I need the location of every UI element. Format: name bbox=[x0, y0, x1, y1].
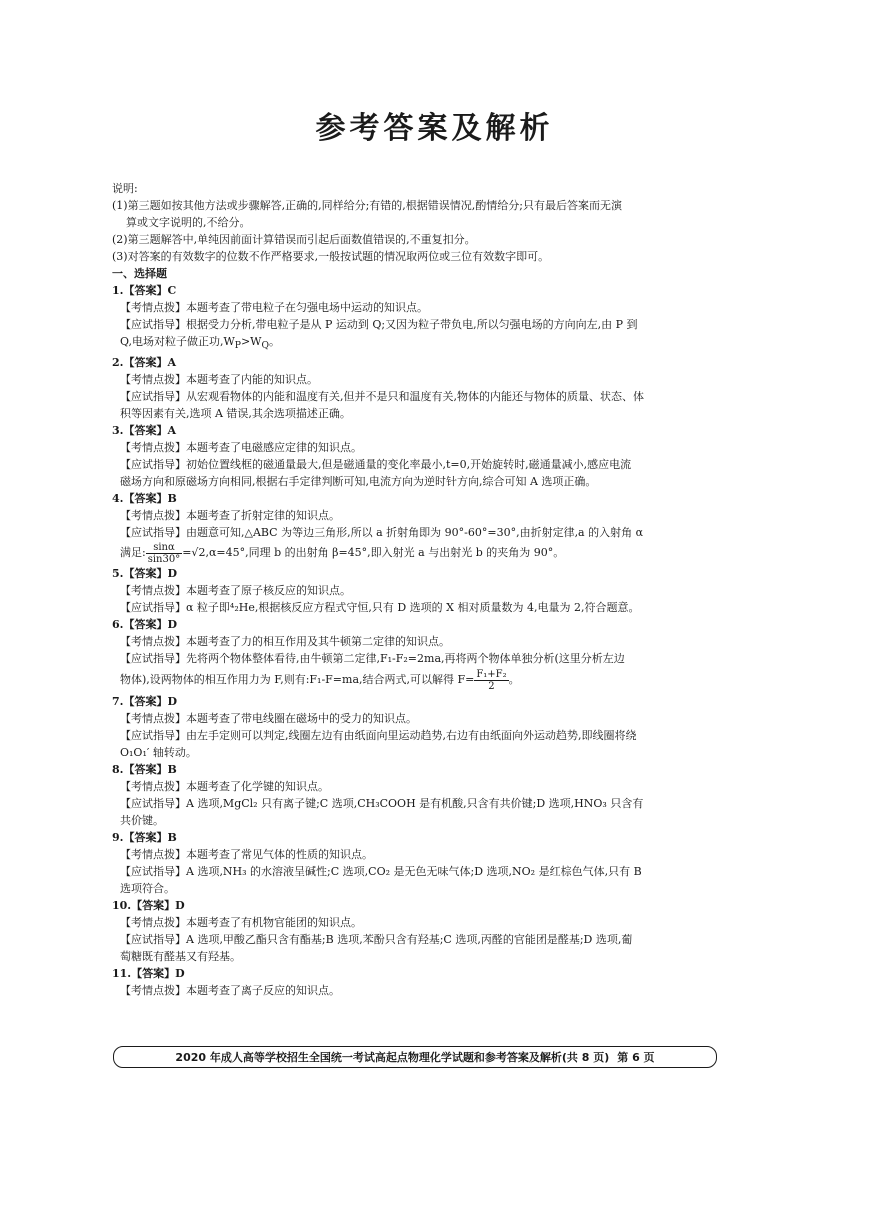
question-block bbox=[112, 829, 720, 897]
point-line: 【考情点拨】本题考查了力的相互作用及其牛顿第二定律的知识点。 bbox=[120, 635, 450, 649]
page-number: 第 6 页 bbox=[617, 1051, 655, 1064]
question-block bbox=[112, 422, 720, 490]
question-block bbox=[112, 565, 720, 616]
guide-line: 【应试指导】由左手定则可以判定,线圈左边有由纸面向里运动趋势,右边有由纸面向外运动趋势,即线圈将绕 bbox=[120, 729, 637, 743]
question-block bbox=[112, 616, 720, 693]
page-title: 参考答案及解析 bbox=[315, 111, 554, 146]
point-line: 【考情点拨】本题考查了内能的知识点。 bbox=[120, 373, 318, 387]
note-line: 算或文字说明的,不给分。 bbox=[126, 216, 251, 229]
question-block bbox=[112, 354, 720, 422]
point-line: 【考情点拨】本题考查了有机物官能团的知识点。 bbox=[120, 916, 362, 930]
guide-line: 【应试指导】A 选项,甲酸乙酯只含有酯基;B 选项,苯酚只含有羟基;C 选项,丙醛的官能团是醛基;D 选项,葡 bbox=[120, 933, 633, 947]
point-line: 【考情点拨】本题考查了常见气体的性质的知识点。 bbox=[120, 848, 373, 862]
fraction: $\frac{\text{F₁+F₂}}{2}$ bbox=[476, 668, 507, 692]
question-block bbox=[112, 693, 720, 761]
point-line: 【考情点拨】本题考查了带电线圈在磁场中的受力的知识点。 bbox=[120, 712, 417, 726]
answer-line: 10.【答案】D bbox=[112, 899, 185, 913]
guide-line: 【应试指导】α 粒子即⁴₂He,根据核反应方程式守恒,只有 D 选项的 X 相对质量数为 4,电量为 2,符合题意。 bbox=[120, 601, 640, 615]
point-line: 【考情点拨】本题考查了原子核反应的知识点。 bbox=[120, 584, 351, 598]
note-line: (2)第三题解答中,单纯因前面计算错误而引起后面数值错误的,不重复扣分。 bbox=[112, 233, 476, 246]
guide-line: 【应试指导】A 选项,MgCl₂ 只有离子键;C 选项,CH₃COOH 是有机酸,只含有共价键;D 选项,HNO₃ 只含有 bbox=[120, 797, 644, 811]
answer-line: 9.【答案】B bbox=[112, 831, 177, 845]
point-line: 【考情点拨】本题考查了带电粒子在匀强电场中运动的知识点。 bbox=[120, 301, 428, 314]
answer-line: 1.【答案】C bbox=[112, 284, 177, 297]
guide-line: 【应试指导】根据受力分析,带电粒子是从 P 运动到 Q;又因为粒子带负电,所以匀强电场的方向向左,由 P 到 bbox=[120, 318, 638, 331]
guide-line: 【应试指导】由题意可知,△ABC 为等边三角形,所以 a 折射角即为 90°-60°=30°,由折射定律,a 的入射角 α bbox=[120, 526, 644, 540]
guide-line: 【应试指导】初始位置线框的磁通量最大,但是磁通量的变化率最小,t=0,开始旋转时,磁通量减小,感应电流 bbox=[120, 458, 632, 472]
guide-line: 物体),设两物体的相互作用力为 F,则有:F₁-F=ma,结合两式,可以解得 F= $\frac{\text{F₁+F₂}}{2}$ 。 bbox=[120, 668, 520, 692]
note-line: (3)对答案的有效数字的位数不作严格要求,一般按试题的情况取两位或三位有效数字即可。 bbox=[112, 250, 550, 263]
guide-line: 选项符合。 bbox=[120, 882, 175, 896]
point-line: 【考情点拨】本题考查了折射定律的知识点。 bbox=[120, 509, 340, 523]
answer-line: 5.【答案】D bbox=[112, 567, 178, 581]
point-line: 【考情点拨】本题考查了化学键的知识点。 bbox=[120, 780, 329, 794]
page-footer bbox=[113, 1046, 717, 1068]
question-block bbox=[112, 761, 720, 829]
guide-line: 【应试指导】从宏观看物体的内能和温度有关,但并不是只和温度有关,物体的内能还与物体的质量、状态、体 bbox=[120, 390, 644, 404]
guide-line: Q,电场对粒子做正功$,W_P>W_Q$。 bbox=[120, 335, 280, 352]
question-block bbox=[112, 965, 720, 999]
section-title: 一、选择题 bbox=[112, 267, 167, 280]
footer-text: 2020 年成人高等学校招生全国统一考试高起点物理化学试题和参考答案及解析(共 8 页) bbox=[175, 1051, 610, 1064]
point-line: 【考情点拨】本题考查了电磁感应定律的知识点。 bbox=[120, 441, 362, 455]
guide-line: 共价键。 bbox=[120, 814, 164, 828]
question-block bbox=[112, 282, 720, 354]
fraction: $\frac{\sin\alpha}{\sin 30^\circ}$ bbox=[147, 541, 181, 565]
notes-heading: 说明: bbox=[112, 182, 138, 195]
answer-line: 11.【答案】D bbox=[112, 967, 185, 981]
guide-line: O₁O₁′ 轴转动。 bbox=[120, 746, 197, 760]
guide-line: 满足: $\frac{\sin\alpha}{\sin 30^\circ}$ =√2,α=45°,同理 b 的出射角 β=45°,即入射光 a 与出射光 b 的夹角为 90°。 bbox=[120, 541, 565, 565]
answer-line: 8.【答案】B bbox=[112, 763, 177, 777]
guide-line: 萄糖既有醛基又有羟基。 bbox=[120, 950, 241, 964]
guide-line: 【应试指导】先将两个物体整体看待,由牛顿第二定律,F₁-F₂=2ma,再将两个物体单独分析(这里分析左边 bbox=[120, 652, 625, 666]
note-line: (1)第三题如按其他方法或步骤解答,正确的,同样给分;有错的,根据错误情况,酌情给分;只有最后答案而无演 bbox=[112, 199, 622, 212]
answer-line: 3.【答案】A bbox=[112, 424, 177, 438]
question-block bbox=[112, 490, 720, 565]
point-line: 【考情点拨】本题考查了离子反应的知识点。 bbox=[120, 984, 340, 998]
answer-line: 4.【答案】B bbox=[112, 492, 177, 506]
answer-line: 7.【答案】D bbox=[112, 695, 178, 709]
question-block bbox=[112, 897, 720, 965]
answer-line: 2.【答案】A bbox=[112, 356, 177, 370]
answer-content bbox=[112, 180, 720, 999]
guide-line: 磁场方向和原磁场方向相同,根据右手定律判断可知,电流方向为逆时针方向,综合可知 A 选项正确。 bbox=[120, 475, 597, 489]
guide-line: 积等因素有关,选项 A 错误,其余选项描述正确。 bbox=[120, 407, 351, 421]
guide-line: 【应试指导】A 选项,NH₃ 的水溶液呈碱性;C 选项,CO₂ 是无色无味气体;D 选项,NO₂ 是红棕色气体,只有 B bbox=[120, 865, 642, 879]
answer-line: 6.【答案】D bbox=[112, 618, 178, 632]
